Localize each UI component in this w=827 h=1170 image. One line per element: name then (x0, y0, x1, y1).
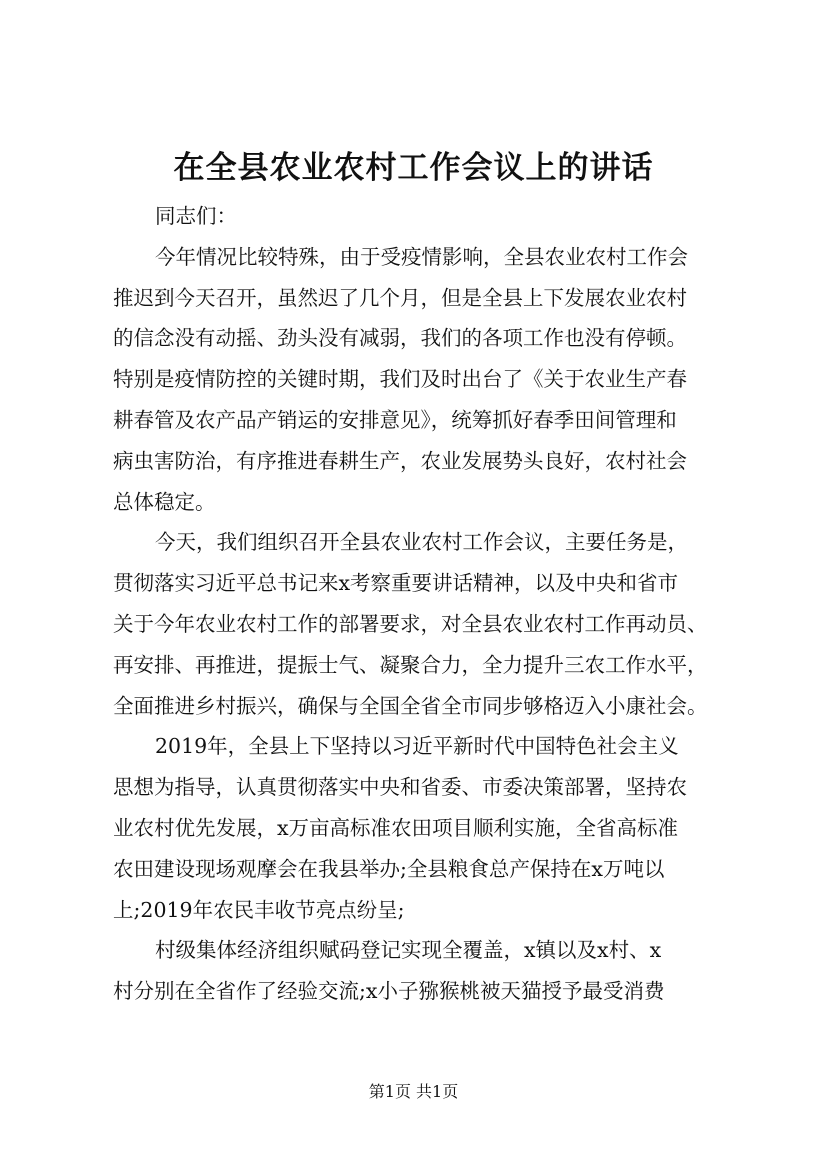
body-line: 总体稳定。 (113, 489, 216, 514)
body-line: 今天，我们组织召开全县农业农村工作会议，主要任务是， (155, 530, 688, 555)
page-footer: 第1页 共1页 (368, 1082, 459, 1101)
body-line: 业农村优先发展，x万亩高标准农田项目顺利实施，全省高标准 (113, 815, 679, 840)
body-line: 农田建设现场观摩会在我县举办;全县粮食总产保持在x万吨以 (113, 856, 665, 881)
body-line: 贯彻落实习近平总书记来x考察重要讲话精神，以及中央和省市 (113, 571, 679, 596)
body-line: 村级集体经济组织赋码登记实现全覆盖，x镇以及x村、x (155, 938, 662, 963)
body-line: 2019年，全县上下坚持以习近平新时代中国特色社会主义 (155, 734, 679, 759)
body-line: 同志们： (155, 204, 237, 228)
body-line: 耕春管及农产品产销运的安排意见》，统筹抓好春季田间管理和 (113, 407, 677, 432)
document-title: 在全县农业农村工作会议上的讲话 (173, 150, 654, 186)
body-line: 全面推进乡村振兴，确保与全国全省全市同步够格迈入小康社会。 (113, 693, 708, 718)
body-line: 今年情况比较特殊，由于受疫情影响，全县农业农村工作会 (155, 244, 688, 269)
body-line: 上;2019年农民丰收节亮点纷呈; (113, 897, 405, 922)
body-line: 推迟到今天召开，虽然迟了几个月，但是全县上下发展农业农村 (113, 285, 687, 310)
body-line: 的信念没有动摇、劲头没有减弱，我们的各项工作也没有停顿。 (113, 326, 687, 351)
body-line: 特别是疫情防控的关键时期，我们及时出台了《关于农业生产春 (113, 367, 687, 392)
body-line: 村分别在全省作了经验交流;x小子猕猴桃被天猫授予最受消费 (113, 979, 665, 1004)
body-line: 思想为指导，认真贯彻落实中央和省委、市委决策部署，坚持农 (113, 775, 687, 800)
body-line: 关于今年农业农村工作的部署要求，对全县农业农村工作再动员、 (113, 611, 708, 636)
body-line: 病虫害防治，有序推进春耕生产，农业发展势头良好，农村社会 (113, 448, 687, 473)
document-body (113, 196, 743, 1012)
body-line: 再安排、再推进，提振士气、凝聚合力，全力提升三农工作水平， (113, 652, 708, 677)
